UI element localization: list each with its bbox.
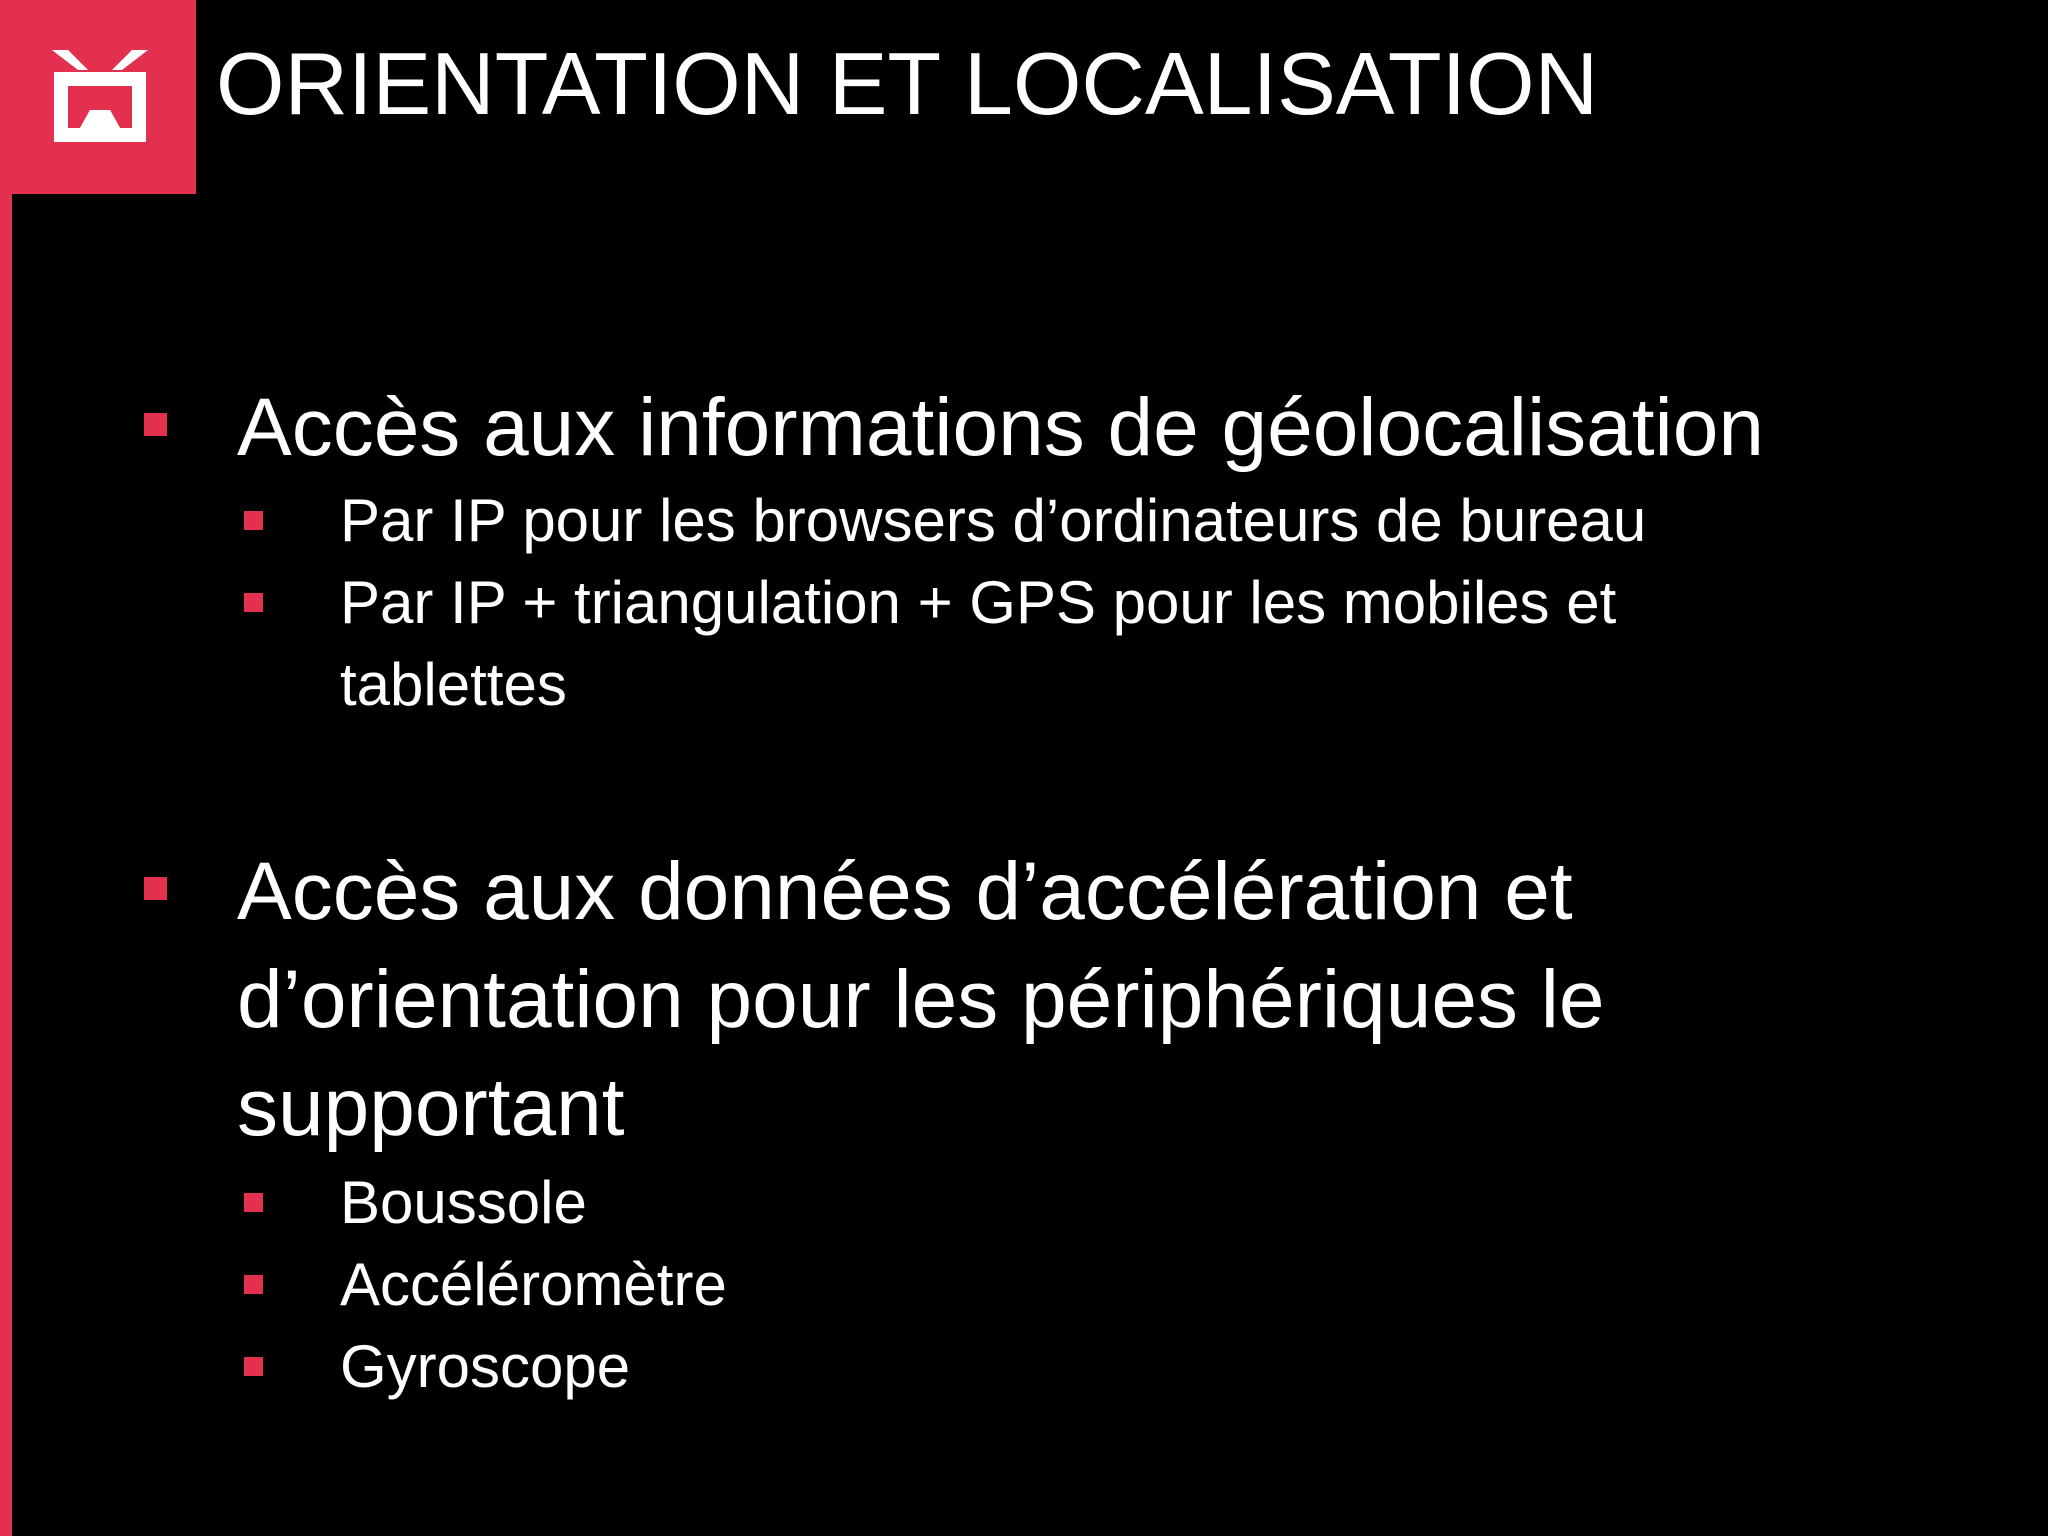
- sub-bullet-square-icon: [244, 1357, 263, 1376]
- bullet-text: Accès aux informations de géolocalisation: [237, 382, 1764, 473]
- sub-bullet-text: Par IP + triangulation + GPS pour les mobiles et: [340, 569, 1617, 636]
- bullet-text: Accès aux données d’accélération et: [237, 846, 1573, 937]
- bullet-square-icon: [144, 877, 167, 900]
- sub-bullet-square-icon: [244, 511, 263, 530]
- sub-bullet-text: Boussole: [340, 1169, 587, 1236]
- sub-bullet-text: Par IP pour les browsers d’ordinateurs de bureau: [340, 487, 1647, 554]
- bullet-square-icon: [144, 413, 167, 436]
- sub-bullet-square-icon: [244, 1193, 263, 1212]
- sub-bullet-text-continued: tablettes: [340, 651, 567, 718]
- slide-title: ORIENTATION ET LOCALISATION: [216, 34, 1599, 133]
- sub-bullet-text: Accéléromètre: [340, 1251, 727, 1318]
- bullet-text-continued: supportant: [237, 1062, 625, 1153]
- sub-bullet-square-icon: [244, 593, 263, 612]
- sub-bullet-square-icon: [244, 1275, 263, 1294]
- sub-bullet-text: Gyroscope: [340, 1333, 631, 1400]
- bullet-text-continued: d’orientation pour les périphériques le: [237, 954, 1605, 1045]
